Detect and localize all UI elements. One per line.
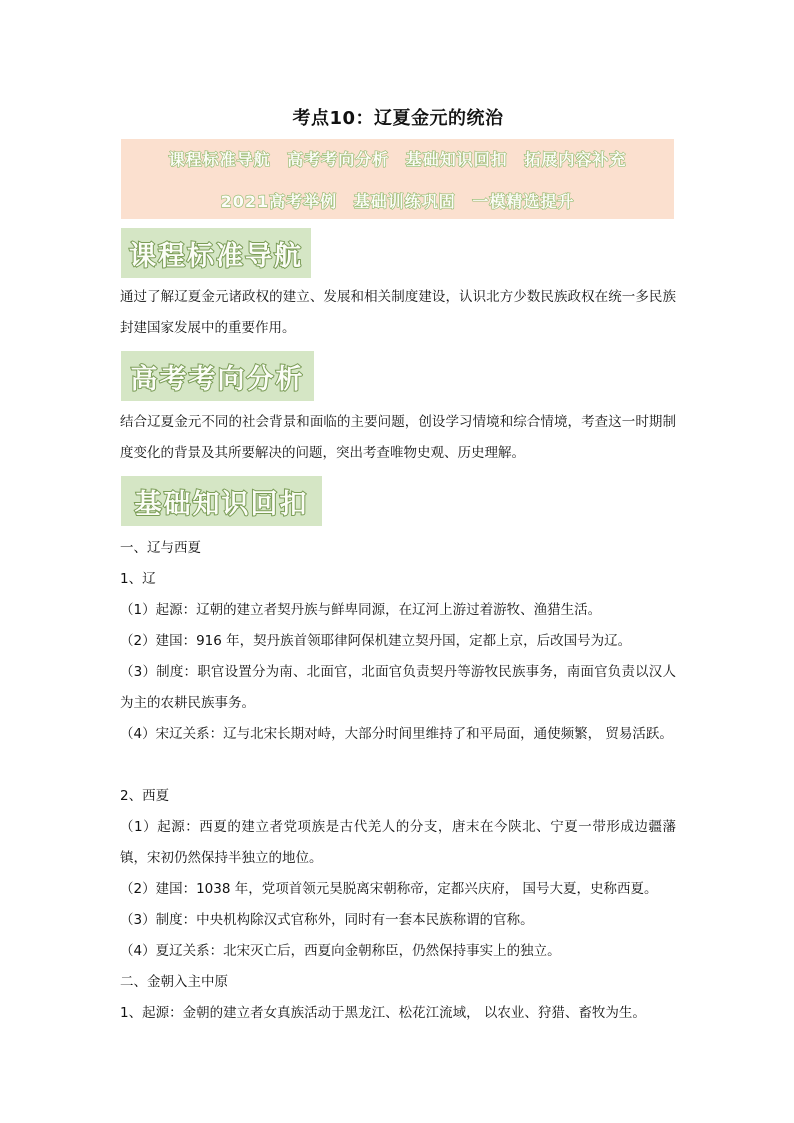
- nav-link-basics[interactable]: 基础知识回扣: [405, 150, 508, 169]
- jin-item-origin: 1、起源：金朝的建立者女真族活动于黑龙江、松花江流域， 以农业、狩猎、畜牧为生。: [120, 1005, 646, 1021]
- section-nav-row-1: [121, 147, 674, 170]
- page-title: 考点10：辽夏金元的统治: [292, 108, 504, 129]
- nav-link-examples[interactable]: 2021高考举例: [220, 192, 338, 211]
- section-heading-standard: 课程标准导航: [121, 228, 311, 278]
- xixia-item-system: （3）制度：中央机构除汉式官称外，同时有一套本民族称谓的官称。: [120, 912, 534, 928]
- part1-title: 一、辽与西夏: [120, 540, 201, 556]
- liao-title: 1、辽: [120, 571, 156, 587]
- exam-text: 结合辽夏金元不同的社会背景和面临的主要问题，创设学习情境和综合情境，考查这一时期制度变化的背景及其所要解决的问题，突出考查唯物史观、历史理解。: [120, 414, 676, 461]
- nav-link-standard[interactable]: 课程标准导航: [168, 150, 271, 169]
- xixia-item-founding: （2）建国：1038 年，党项首领元昊脱离宋朝称帝，定都兴庆府， 国号大夏，史称西夏。: [120, 881, 658, 897]
- section-heading-exam: 高考考向分析: [121, 351, 314, 401]
- xixia-title: 2、西夏: [120, 788, 170, 804]
- standard-text: 通过了解辽夏金元诸政权的建立、发展和相关制度建设，认识北方少数民族政权在统一多民族封建国家发展中的重要作用。: [120, 289, 676, 336]
- liao-item-origin: （1）起源：辽朝的建立者契丹族与鲜卑同源，在辽河上游过着游牧、渔猎生活。: [120, 602, 602, 618]
- xixia-item-relations: （4）夏辽关系：北宋灭亡后，西夏向金朝称臣，仍然保持事实上的独立。: [120, 943, 561, 959]
- nav-link-exam[interactable]: 高考考向分析: [287, 150, 390, 169]
- section-heading-basics: 基础知识回扣: [121, 476, 322, 526]
- nav-link-extension[interactable]: 拓展内容补充: [524, 150, 627, 169]
- nav-link-mock[interactable]: 一模精选提升: [472, 192, 575, 211]
- liao-item-system: （3）制度：职官设置分为南、北面官，北面官负责契丹等游牧民族事务，南面官负责以汉人为主的农耕民族事务。: [120, 664, 676, 711]
- liao-item-founding: （2）建国：916 年，契丹族首领耶律阿保机建立契丹国，定都上京，后改国号为辽。: [120, 633, 632, 649]
- section-nav-row-2: [121, 189, 674, 212]
- nav-link-training[interactable]: 基础训练巩固: [353, 192, 456, 211]
- part2-title: 二、金朝入主中原: [120, 974, 228, 990]
- xixia-item-origin: （1）起源：西夏的建立者党项族是古代羌人的分支，唐末在今陕北、宁夏一带形成边疆藩镇，宋初仍然保持半独立的地位。: [120, 819, 676, 866]
- liao-item-relations: （4）宋辽关系：辽与北宋长期对峙，大部分时间里维持了和平局面，通使频繁， 贸易活跃。: [120, 726, 673, 742]
- section-nav-box: [121, 139, 674, 219]
